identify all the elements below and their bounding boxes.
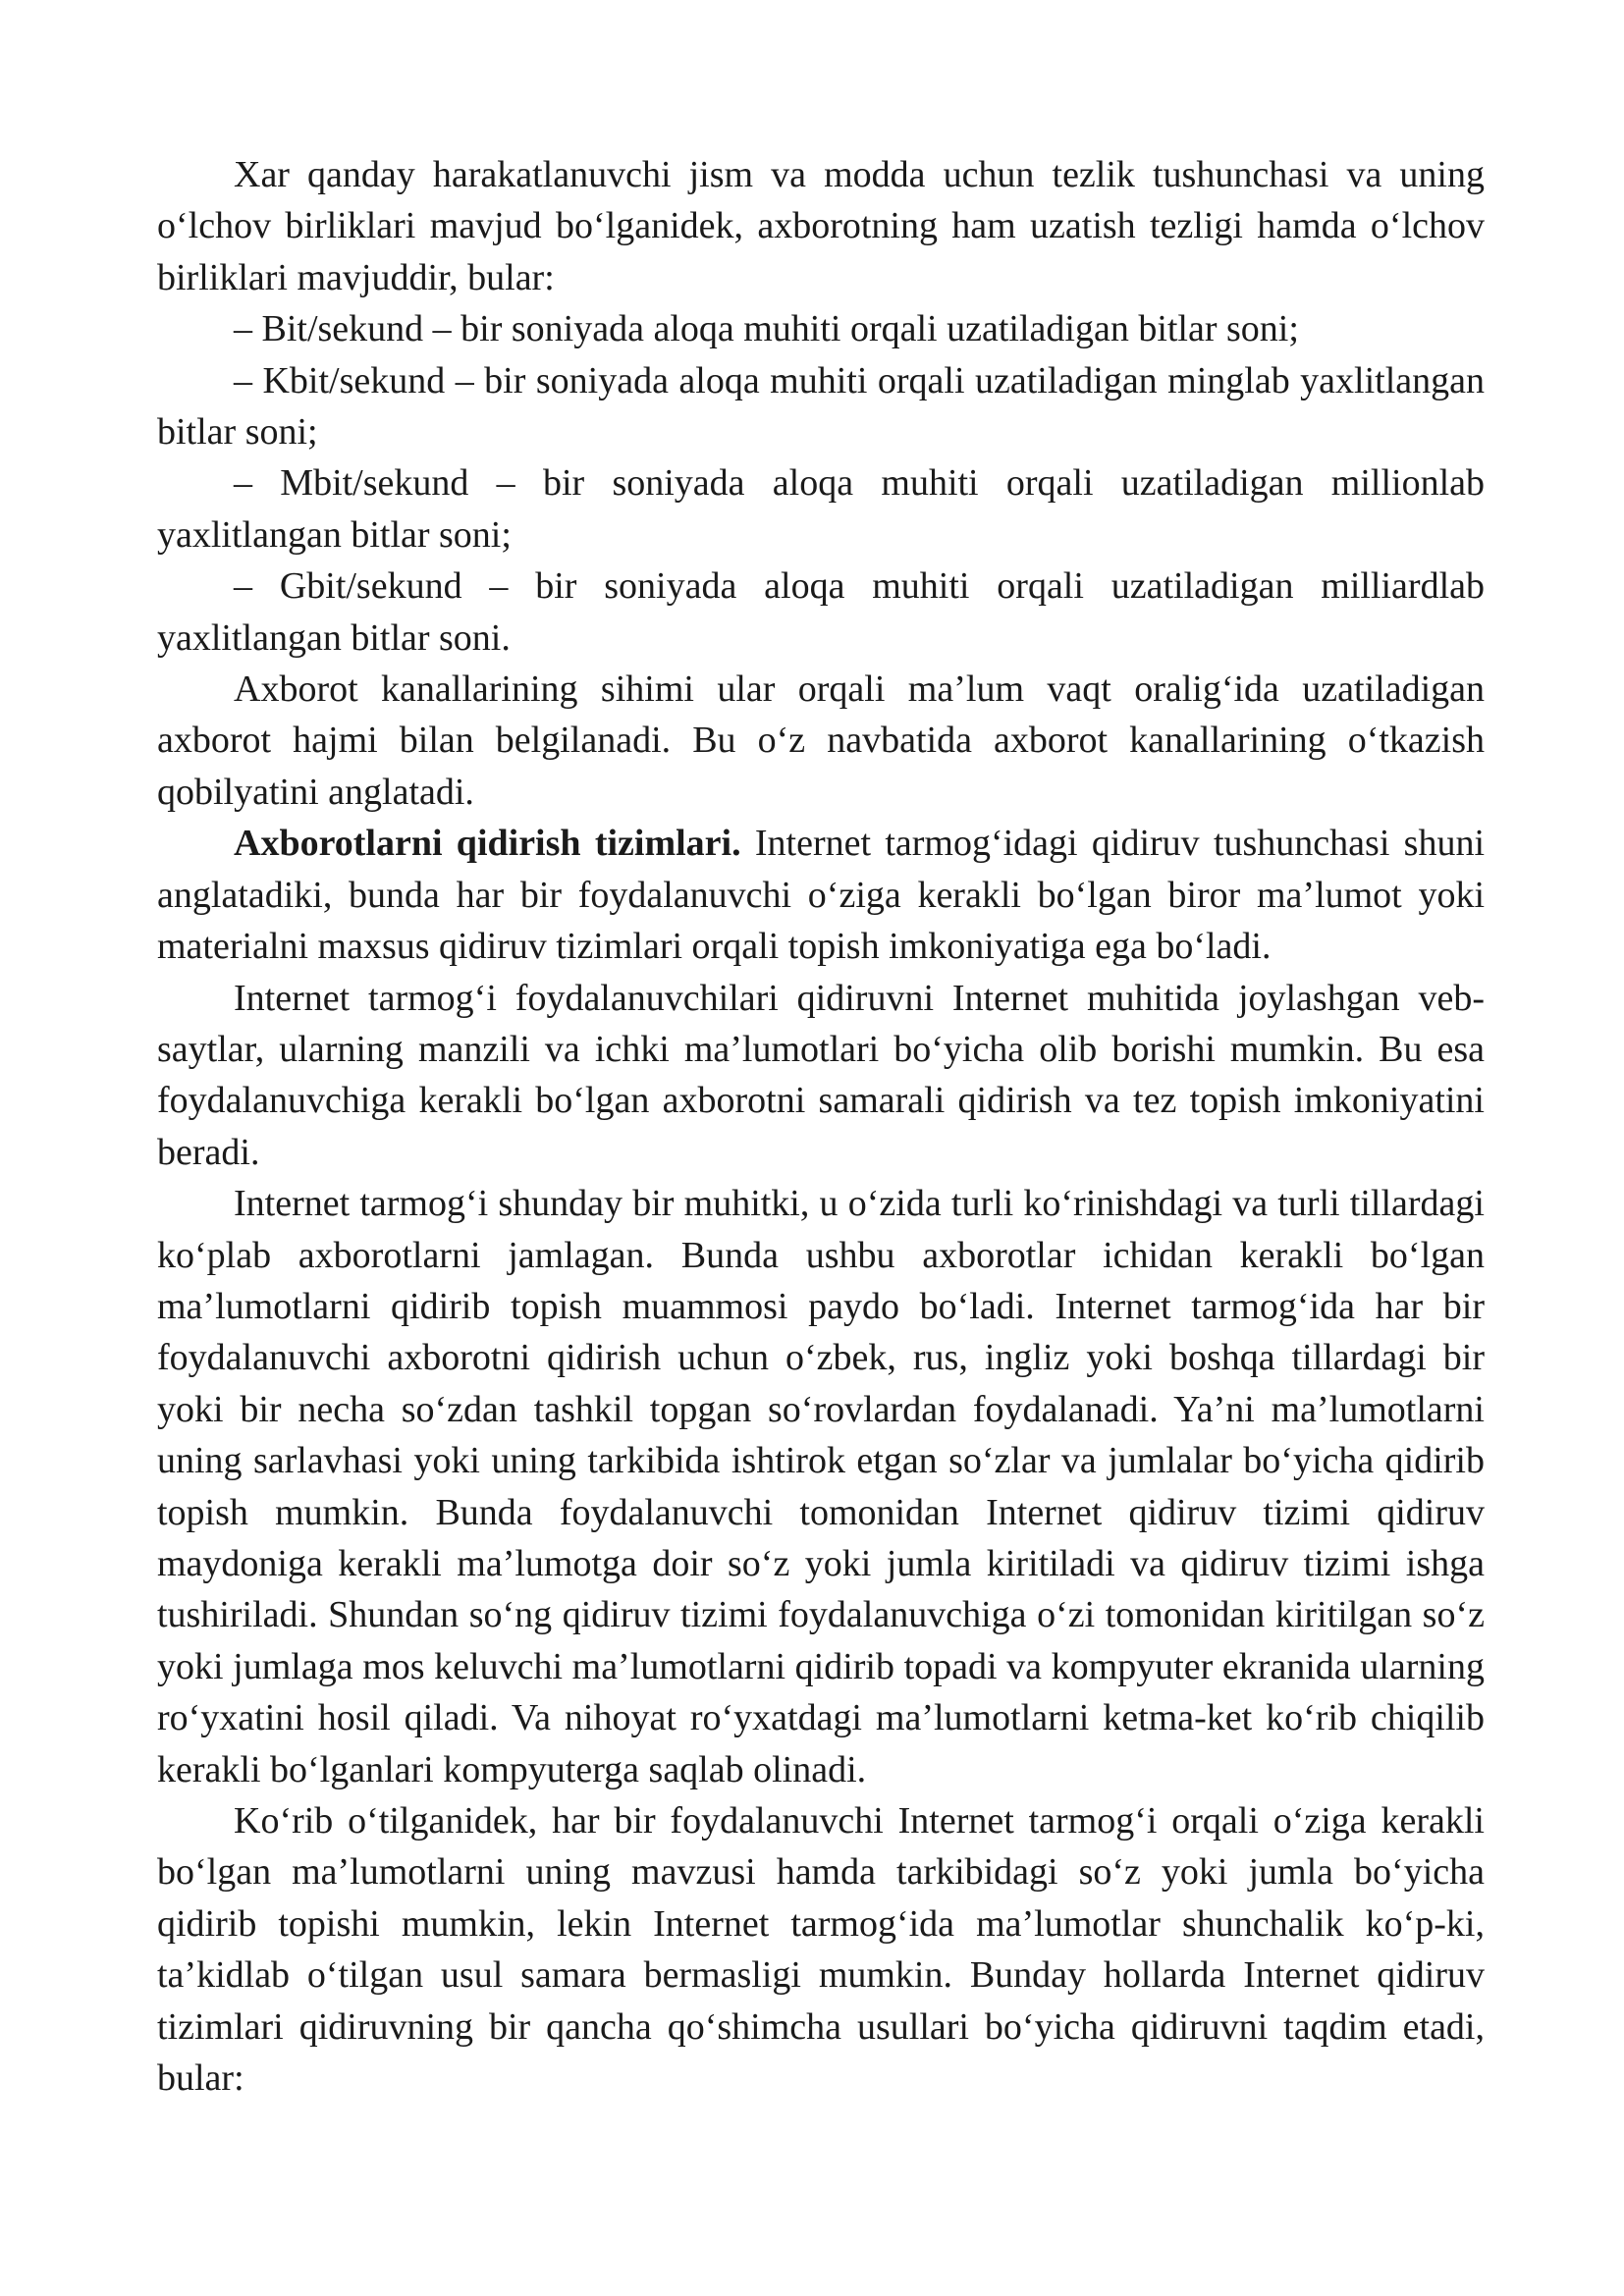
list-item-mbit: – Mbit/sekund – bir soniyada aloqa muhiti orqali uzatiladigan millionlab yaxlitlangan bitlar soni; bbox=[157, 462, 1485, 556]
list-item-gbit: – Gbit/sekund – bir soniyada aloqa muhiti orqali uzatiladigan milliardlab yaxlitlangan bitlar soni. bbox=[157, 565, 1485, 659]
paragraph-search-users: Internet tarmog‘i foydalanuvchilari qidiruvni Internet muhitida joylashgan veb-saytlar, ularning manzili va ichki ma’lumotlari bo‘yicha olib borishi mumkin. Bu esa foydalanuvchiga kerakli bo‘lgan axborotni samarali qidirish va tez topish imkoniyatini beradi. bbox=[157, 977, 1485, 1173]
paragraph-internet-environment: Internet tarmog‘i shunday bir muhitki, u o‘zida turli ko‘rinishdagi va turli tillardagi ko‘plab axborotlarni jamlagan. Bunda ushbu axborotlar ichidan kerakli bo‘lgan ma’lumotlarni qidirib topish muammosi paydo bo‘ladi. Internet tarmog‘ida har bir foydalanuvchi axborotni qidirish uchun o‘zbek, rus, ingliz yoki boshqa tillardagi bir yoki bir necha so‘zdan tashkil topgan so‘rovlardan foydalanadi. Ya’ni ma’lumotlarni uning sarlavhasi yoki uning tarkibida ishtirok etgan so‘zlar va jumlalar bo‘yicha qidirib topish mumkin. Bunda foydalanuvchi tomonidan Internet qidiruv tizimi qidiruv maydoniga kerakli ma’lumotga doir so‘z yoki jumla kiritiladi va qidiruv tizimi ishga tushiriladi. Shundan so‘ng qidiruv tizimi foydalanuvchiga o‘zi tomonidan kiritilgan so‘z yoki jumlaga mos keluvchi ma’lumotlarni qidirib topadi va kompyuter ekranida ularning ro‘yxatini hosil qiladi. Va nihoyat ro‘yxatdagi ma’lumotlarni ketma-ket ko‘rib chiqilib kerakli bo‘lganlari kompyuterga saqlab olinadi. bbox=[157, 1183, 1485, 1790]
section-heading-search-systems: Axborotlarni qidirish tizimlari. bbox=[234, 823, 741, 865]
list-item-bit: – Bit/sekund – bir soniyada aloqa muhiti orqali uzatiladigan bitlar soni; bbox=[234, 308, 1299, 350]
paragraph-channel-capacity: Axborot kanallarining sihimi ular orqali ma’lum vaqt oralig‘ida uzatiladigan axborot hajmi bilan belgilanadi. Bu o‘z navbatida axborot kanallarining o‘tkazish qobilyatini anglatadi. bbox=[157, 668, 1485, 813]
paragraph-search-systems bbox=[157, 818, 1485, 972]
document-page bbox=[157, 149, 1485, 2104]
paragraph-speed-intro: Xar qanday harakatlanuvchi jism va modda uchun tezlik tushunchasi va uning o‘lchov birliklari mavjud bo‘lganidek, axborotning ham uzatish tezligi hamda o‘lchov birliklari mavjuddir, bular: bbox=[157, 154, 1485, 298]
paragraph-search-systems-text: Internet tarmog‘idagi qidiruv tushunchasi shuni anglatadiki, bunda har bir foydalanuvchi o‘ziga kerakli bo‘lgan biror ma’lumot yoki materialni maxsus qidiruv tizimlari orqali topish imkoniyatiga ega bo‘ladi. bbox=[157, 823, 1486, 968]
paragraph-search-methods: Ko‘rib o‘tilganidek, har bir foydalanuvchi Internet tarmog‘i orqali o‘ziga kerakli bo‘lgan ma’lumotlarni uning mavzusi hamda tarkibidagi so‘z yoki jumla bo‘yicha qidirib topishi mumkin, lekin Internet tarmog‘ida ma’lumotlar shunchalik ko‘p-ki, ta’kidlab o‘tilgan usul samara bermasligi mumkin. Bunday hollarda Internet qidiruv tizimlari qidiruvning bir qancha qo‘shimcha usullari bo‘yicha qidiruvni taqdim etadi, bular: bbox=[157, 1800, 1485, 2100]
list-item-kbit: – Kbit/sekund – bir soniyada aloqa muhiti orqali uzatiladigan minglab yaxlitlangan bitlar soni; bbox=[157, 359, 1485, 454]
